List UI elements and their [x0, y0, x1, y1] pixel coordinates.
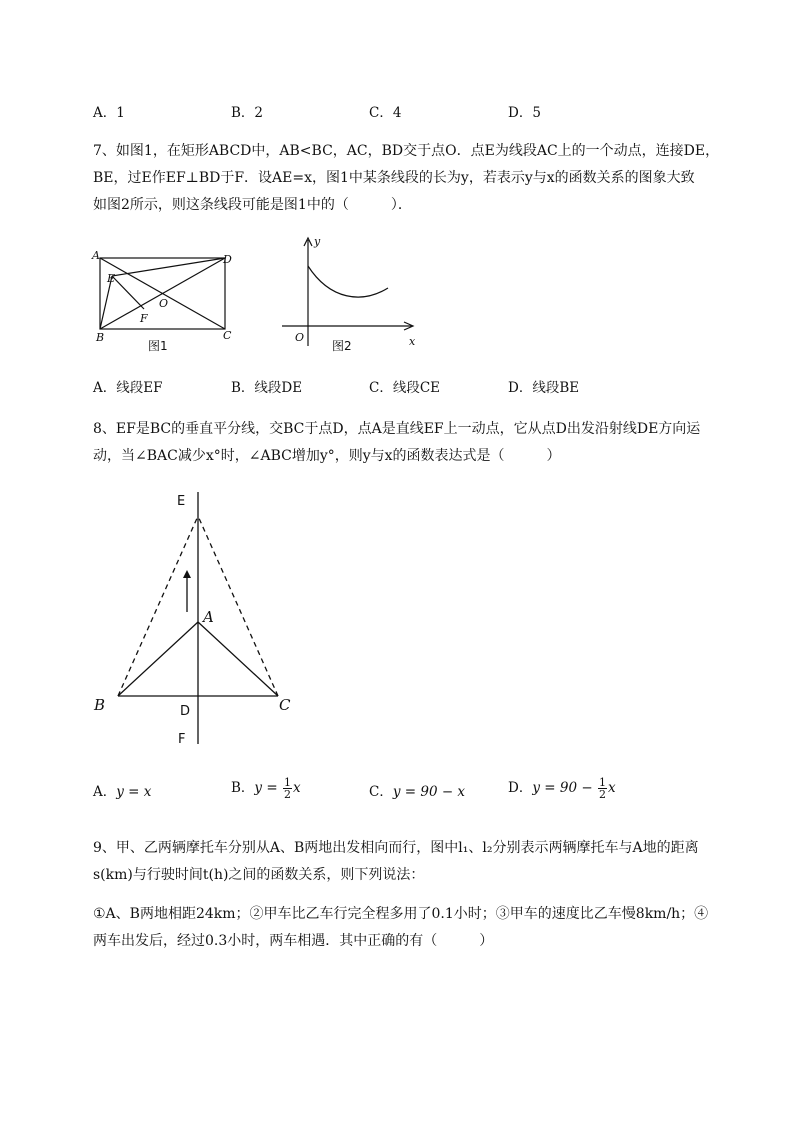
q8-figure: [88, 486, 318, 748]
q6-option-a: A．1: [93, 105, 125, 121]
fig1-label-o: O: [159, 297, 169, 310]
fig2-caption: 图2: [332, 339, 352, 353]
fig1-label-e: E: [107, 272, 116, 285]
fig1-caption: 图1: [148, 339, 168, 353]
q8-option-a-expr: y = x: [116, 784, 152, 800]
fig2-label-y: y: [314, 235, 321, 248]
q8-option-c-prefix: C．: [369, 784, 393, 800]
q8-option-d-left: y = 90 −: [532, 780, 593, 796]
fig1-label-d: D: [223, 253, 232, 266]
q8-option-b: [231, 776, 301, 800]
q8-text: [93, 416, 753, 470]
q7-text: [93, 138, 753, 219]
q8-option-b-var: x: [292, 780, 301, 796]
q7-line-3: 如图2所示，则这条线段可能是图1中的（ ）．: [93, 197, 412, 213]
fig1-label-c: C: [223, 329, 232, 342]
fig1-label-a: A: [92, 249, 100, 262]
q9-line-2: s(km)与行驶时间t(h)之间的函数关系，则下列说法：: [93, 867, 425, 883]
fig2-label-x: x: [409, 335, 416, 348]
q7-figure-1: [88, 246, 248, 356]
q6-option-b: B．2: [231, 105, 264, 121]
q8-option-d-fraction: [598, 777, 607, 800]
q8-option-a-prefix: A．: [93, 784, 117, 800]
q8-label-c: C: [279, 696, 291, 714]
q8-option-c: [369, 780, 465, 800]
q9-text: [93, 835, 753, 955]
q8-option-d-prefix: D．: [508, 780, 533, 796]
q6-option-d: D．5: [508, 105, 541, 121]
q8-label-b: B: [94, 696, 106, 714]
q8-option-a: [93, 780, 151, 800]
q8-label-a: A: [203, 608, 214, 626]
q9-line-3: ①A、B两地相距24km；②甲车比乙车行完全程多用了0.1小时；③甲车的速度比乙车慢8km/h；④: [93, 906, 709, 922]
q9-line-1: 9、甲、乙两辆摩托车分别从A、B两地出发相向而行，图中l₁、l₂分别表示两辆摩托车与A地的距离: [93, 840, 699, 856]
q8-option-d: [508, 776, 616, 800]
q7-figure-2: [278, 228, 428, 356]
q8-option-b-prefix: B．: [231, 780, 255, 796]
q8-option-b-denominator: 2: [283, 788, 291, 801]
q8-option-b-fraction: [283, 777, 292, 800]
q6-option-c: C．4: [369, 105, 402, 121]
q8-option-d-denominator: 2: [598, 788, 606, 801]
q7-option-b: B．线段DE: [231, 380, 303, 396]
fig1-label-b: B: [96, 331, 105, 344]
q7-option-c: C．线段CE: [369, 380, 441, 396]
fig1-label-f: F: [140, 312, 148, 325]
fig2-label-o: O: [295, 331, 305, 344]
q7-option-a: A．线段EF: [93, 380, 163, 396]
q8-label-e: E: [177, 494, 186, 509]
q8-line-1: 8、EF是BC的垂直平分线，交BC于点D，点A是直线EF上一动点，它从点D出发沿射线DE方向运: [93, 421, 701, 437]
q8-label-f: F: [178, 732, 186, 747]
q7-line-1: 7、如图1，在矩形ABCD中，AB<BC，AC，BD交于点O．点E为线段AC上的一个动点，连接DE，: [93, 143, 720, 159]
q8-option-b-left: y =: [254, 780, 278, 796]
q8-line-2: 动，当∠BAC减少x°时，∠ABC增加y°，则y与x的函数表达式是（ ）: [93, 448, 561, 464]
q8-label-d: D: [180, 704, 191, 719]
q8-option-d-numerator: 1: [598, 776, 606, 789]
q8-option-d-var: x: [607, 780, 616, 796]
q7-option-d: D．线段BE: [508, 380, 580, 396]
arrow-up-icon: [183, 570, 191, 578]
q8-option-c-expr: y = 90 − x: [392, 784, 466, 800]
q9-line-4: 两车出发后，经过0.3小时，两车相遇．其中正确的有（ ）: [93, 933, 494, 949]
q8-option-b-numerator: 1: [283, 776, 291, 789]
q7-line-2: BE，过E作EF⊥BD于F．设AE=x，图1中某条线段的长为y，若表示y与x的函数关系的图象大致: [93, 170, 695, 186]
